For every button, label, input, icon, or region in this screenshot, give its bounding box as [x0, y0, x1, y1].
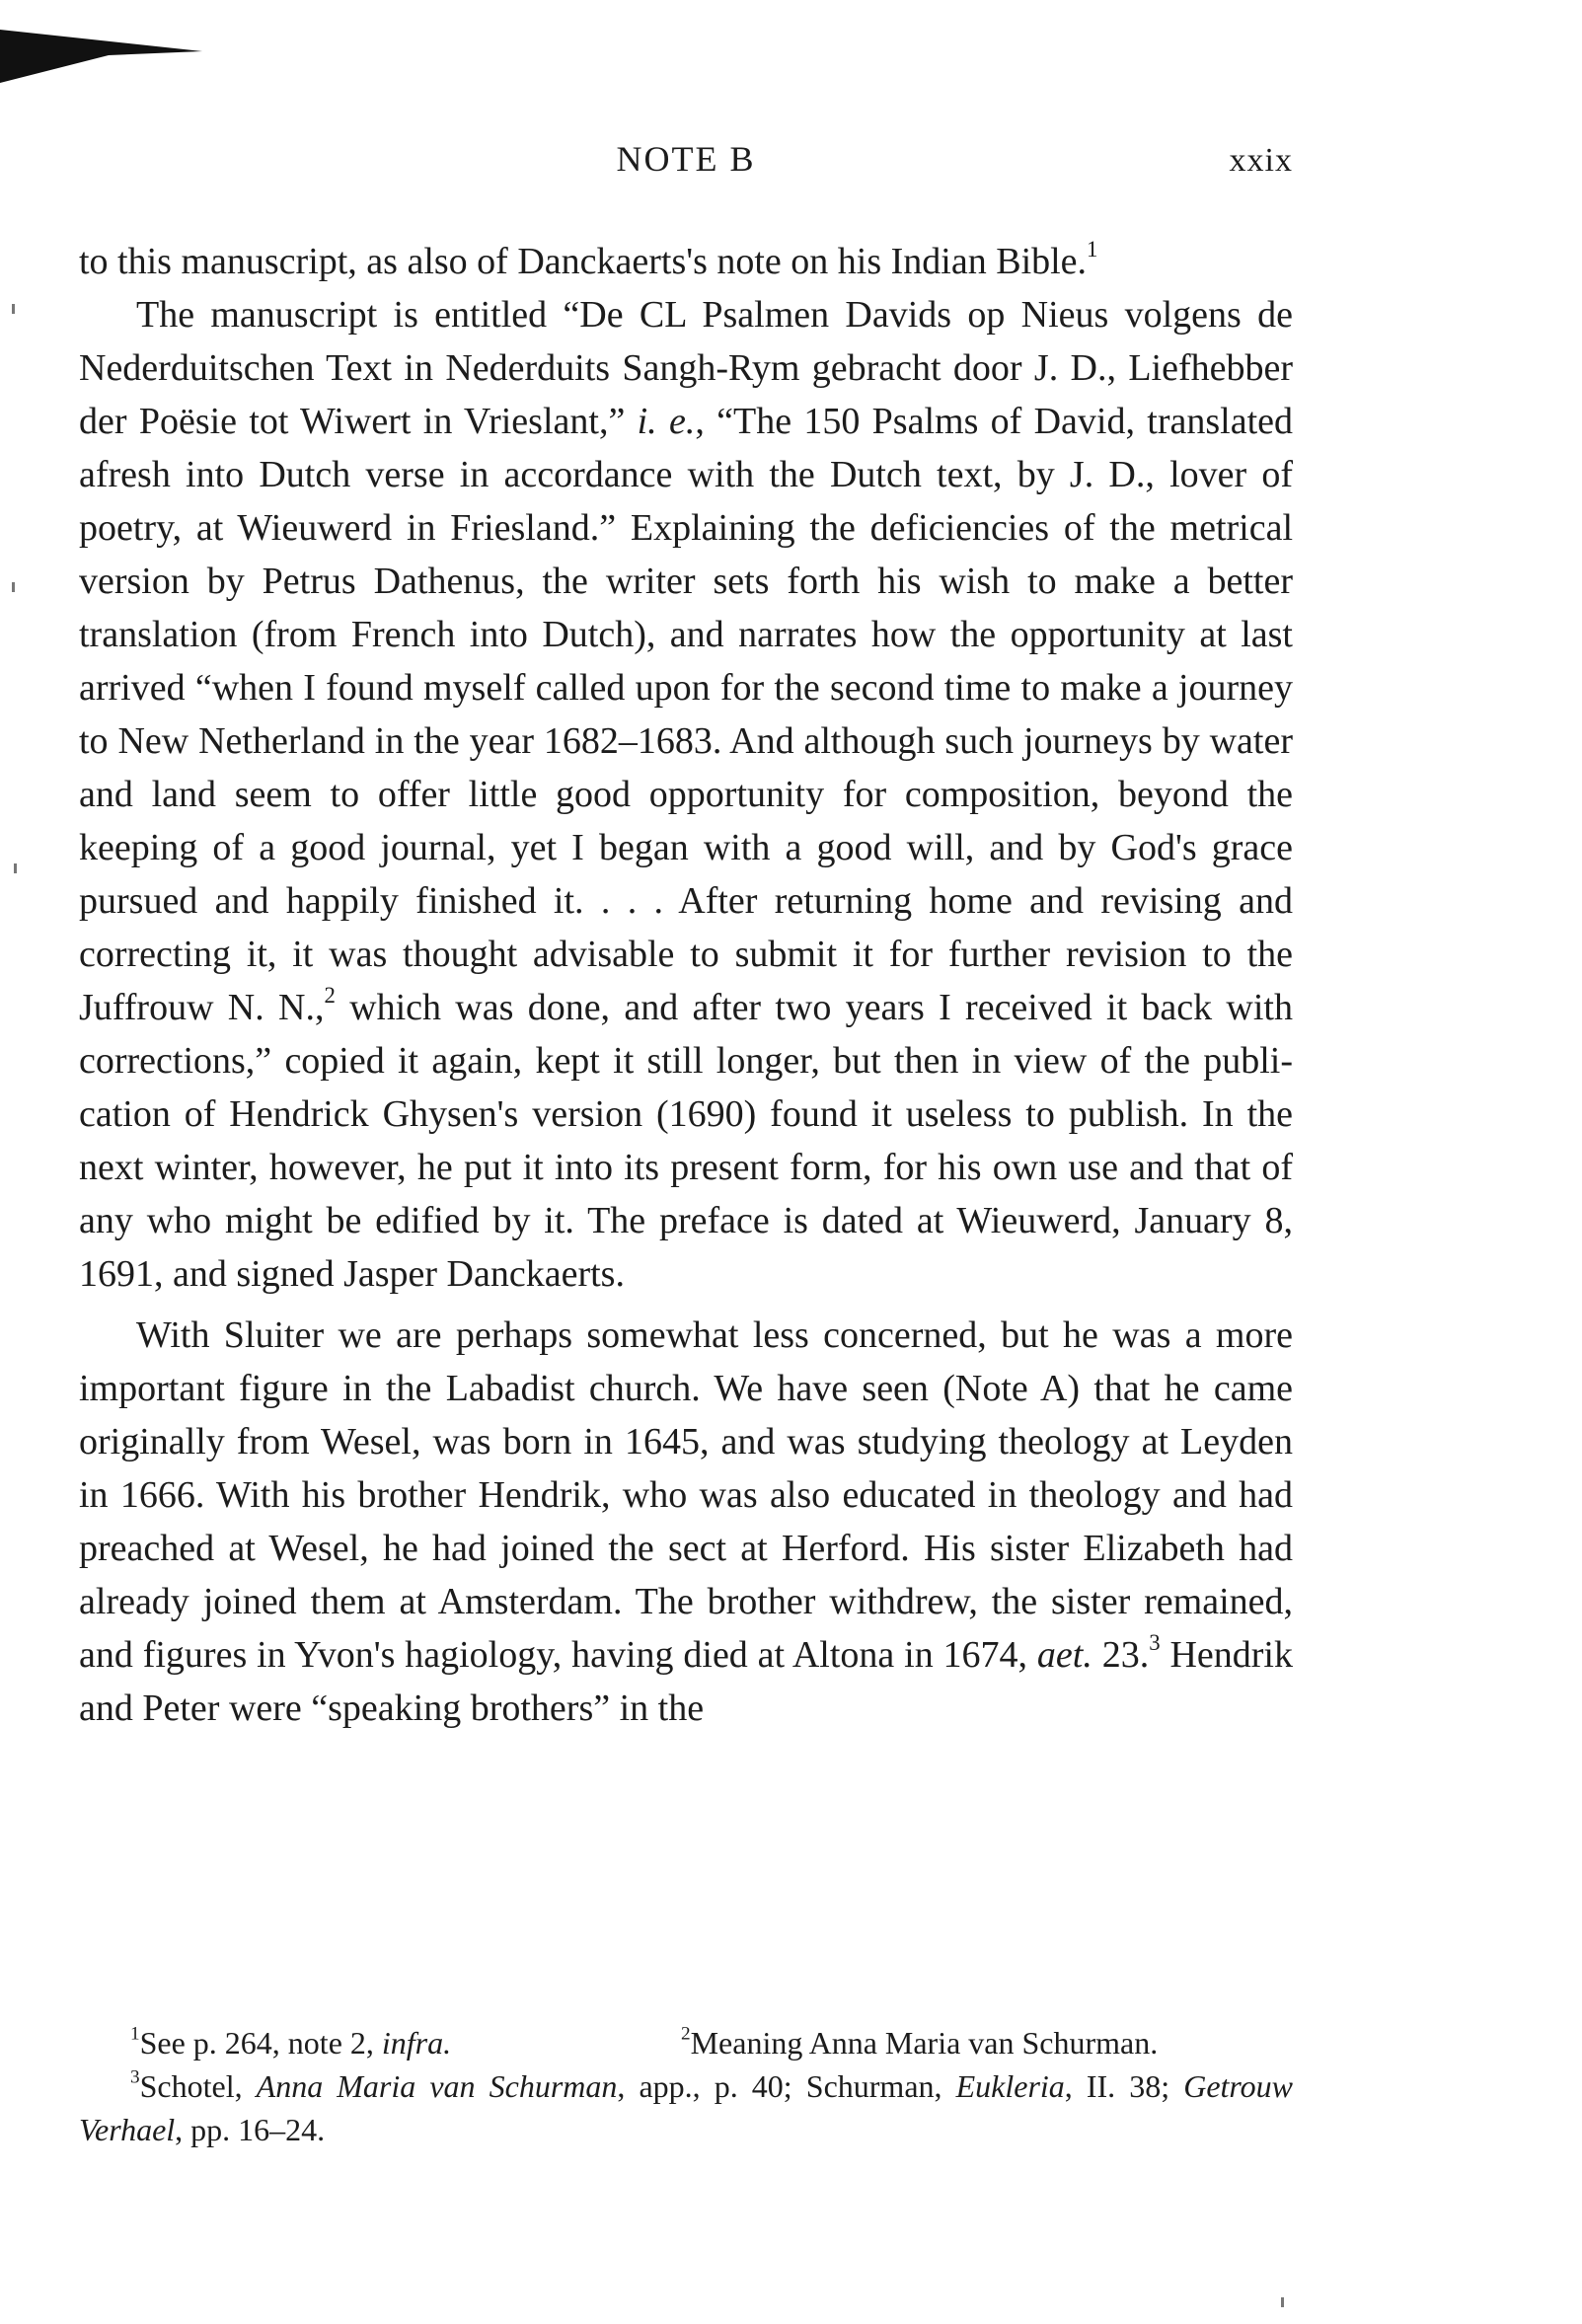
footnote-text: Schotel, [139, 2068, 257, 2104]
paragraph [79, 288, 1293, 1301]
margin-mark [12, 582, 15, 592]
footnote-mark: 2 [681, 2023, 691, 2045]
abbrev-ie: i. e. [637, 401, 696, 442]
abbrev-aet: aet. [1036, 1634, 1092, 1676]
paragraph [79, 1309, 1293, 1735]
footnote-3 [79, 2064, 1293, 2151]
work-title: Anna Maria van Schurman [256, 2068, 618, 2104]
paragraph-text: which was done, and after two years I received it back with corrections,” copied it again, kept it still longer, but then in view of the publication of Hendrick Ghysen's version (1690) found it useless to publish. In the next winter, however, he put it into its present form, for his own use and that of any who might be edified by it. The preface is dated at Wieuwerd, January 8, 1691, and signed Jasper Danckaerts. [79, 987, 1293, 1295]
footnote-infra: infra. [381, 2025, 452, 2061]
footnotes [79, 2021, 1293, 2151]
footnote-mark: 3 [130, 2066, 140, 2088]
paragraph-text: With Sluiter we are perhaps somewhat less concerned, but he was a more important figure in the Labadist church. We have seen (Note A) that he came originally from Wesel, was born in 1645, and was studying theology at Leyden in 1666. With his brother Hendrik, who was also educated in theology and had preached at Wesel, he had joined the sect at Herford. His sister Elizabeth had already joined them at Amsterdam. The brother withdrew, the sister remained, and figures in Yvon's hagiology, having died at Altona in 1674, [79, 1314, 1293, 1676]
body-text [79, 235, 1293, 1735]
footnote-text: , app., p. 40; Schurman, [617, 2068, 956, 2104]
footnote-2 [681, 2021, 1158, 2064]
work-title: Eukleria [955, 2068, 1065, 2104]
paragraph-text: , “The 150 Psalms of David, translated afresh into Dutch verse in accordance with the Dutch text, by J. D., lover of poetry, at Wieuwerd in Friesland.” Explaining the deficiencies of the metrical version by Petrus Dathenus, the writer sets forth his wish to make a better translation (from French into Dutch), and narrates how the opportunity at last arrived “when I found myself called upon for the second time to make a journey to New Netherland in the year 1682–1683. And although such journeys by water and land seem to offer little good opportunity for composition, beyond the keeping of a good journal, yet I began with a good will, and by God's grace pursued and happily finished it. . . . After returning home and revising and correcting it, it was thought advisable to submit it for further revision to the Juffrouw N. N., [79, 401, 1293, 1028]
footnote-ref: 1 [1087, 236, 1098, 262]
running-title: NOTE B [616, 139, 756, 179]
paragraph-text: to this manuscript, as also of Danckaerts's note on his Indian Bible. [79, 241, 1088, 282]
footnote-text: See p. 264, note 2, [139, 2025, 382, 2061]
scan-edge-mark [0, 22, 207, 91]
paragraph-text: The manuscript is entitled “De CL Psalmen Davids op Nieus volgens de Nederduitschen Text in Nederduits Sangh-Rym gebracht door J. D., Liefhebber der Poësie tot Wiwert in Vrieslant,” [79, 294, 1293, 442]
footnote-ref: 3 [1149, 1629, 1161, 1655]
footnote-ref: 2 [324, 982, 336, 1008]
paragraph-continued [79, 235, 1293, 288]
footnote-1 [130, 2021, 451, 2064]
paragraph-text: 23. [1092, 1634, 1150, 1676]
page-number: xxix [1229, 142, 1293, 179]
footnote-row [79, 2021, 1293, 2064]
footnote-text: , pp. 16–24. [175, 2112, 326, 2147]
footnote-mark: 1 [130, 2023, 140, 2045]
work-title: Getrouw Verhael [79, 2068, 1294, 2147]
footnote-text: , II. 38; [1064, 2068, 1184, 2104]
paragraph-text: Hendrik and Peter were “speaking brothers” in the [79, 1634, 1293, 1729]
running-head [79, 138, 1293, 197]
margin-mark [12, 304, 15, 314]
margin-mark [1281, 2297, 1284, 2307]
margin-mark [14, 863, 17, 873]
footnote-text: Meaning Anna Maria van Schurman. [690, 2025, 1159, 2061]
